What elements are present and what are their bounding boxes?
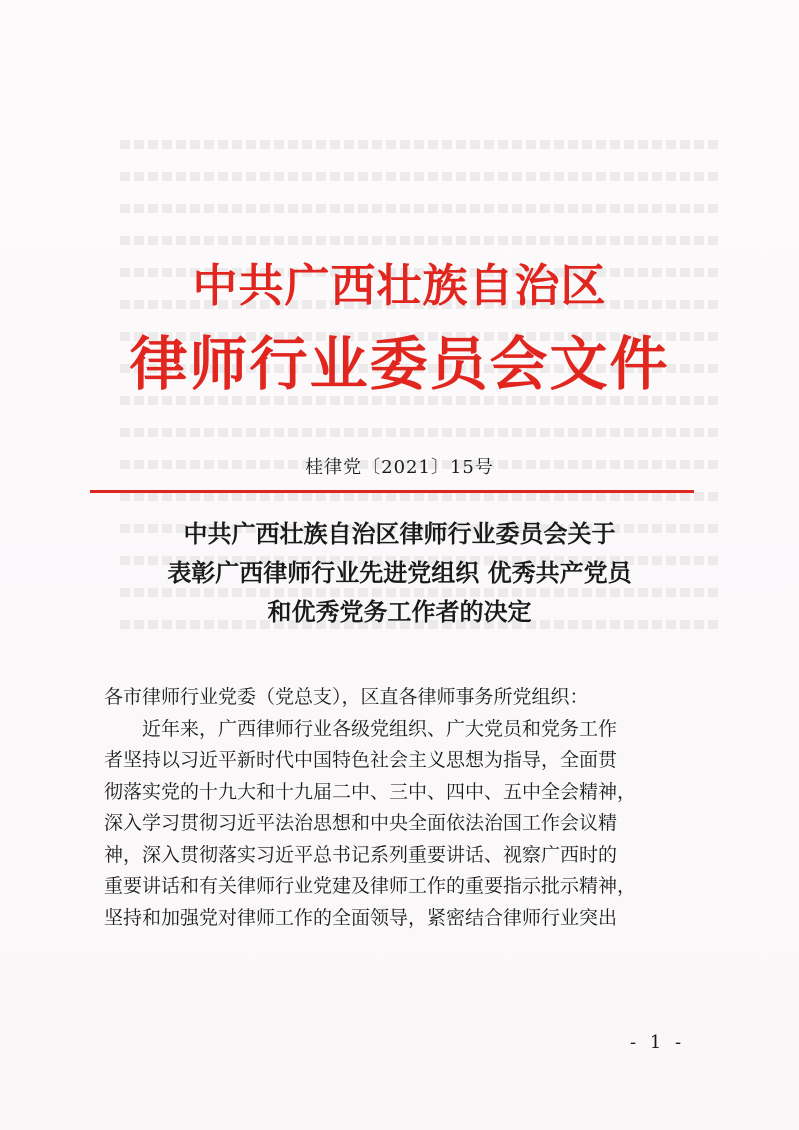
header-org-name: 中共广西壮族自治区 xyxy=(192,259,607,312)
red-separator-line xyxy=(90,490,694,493)
header-document-title: 律师行业委员会文件 xyxy=(129,330,670,398)
addressee-line: 各市律师行业党委（党总支），区直各律师事务所党组织： xyxy=(104,686,589,708)
decision-title xyxy=(0,515,799,632)
body-line: 重要讲话和有关律师行业党建及律师工作的重要指示批示精神， xyxy=(104,875,637,897)
document-number: 桂律党〔2021〕15号 xyxy=(305,457,494,478)
body-line: 彻落实党的十九大和十九届二中、三中、四中、五中全会精神， xyxy=(104,780,637,803)
body-text xyxy=(104,682,700,934)
title-line-2: 表彰广西律师行业先进党组织 优秀共产党员 xyxy=(167,559,632,587)
body-line: 者坚持以习近平新时代中国特色社会主义思想为指导，全面贯 xyxy=(104,749,618,771)
body-line: 近年来，广西律师行业各级党组织、广大党员和党务工作 xyxy=(142,717,618,740)
body-line: 深入学习贯彻习近平法治思想和中央全面依法治国工作会议精 xyxy=(104,812,618,834)
body-line: 神，深入贯彻落实习近平总书记系列重要讲话、视察广西时的 xyxy=(104,843,618,866)
title-line-1: 中共广西壮族自治区律师行业委员会关于 xyxy=(183,520,616,548)
page-number: - 1 - xyxy=(630,1032,686,1053)
body-line: 坚持和加强党对律师工作的全面领导，紧密结合律师行业突出 xyxy=(104,906,618,929)
title-line-3: 和优秀党务工作者的决定 xyxy=(267,598,532,626)
